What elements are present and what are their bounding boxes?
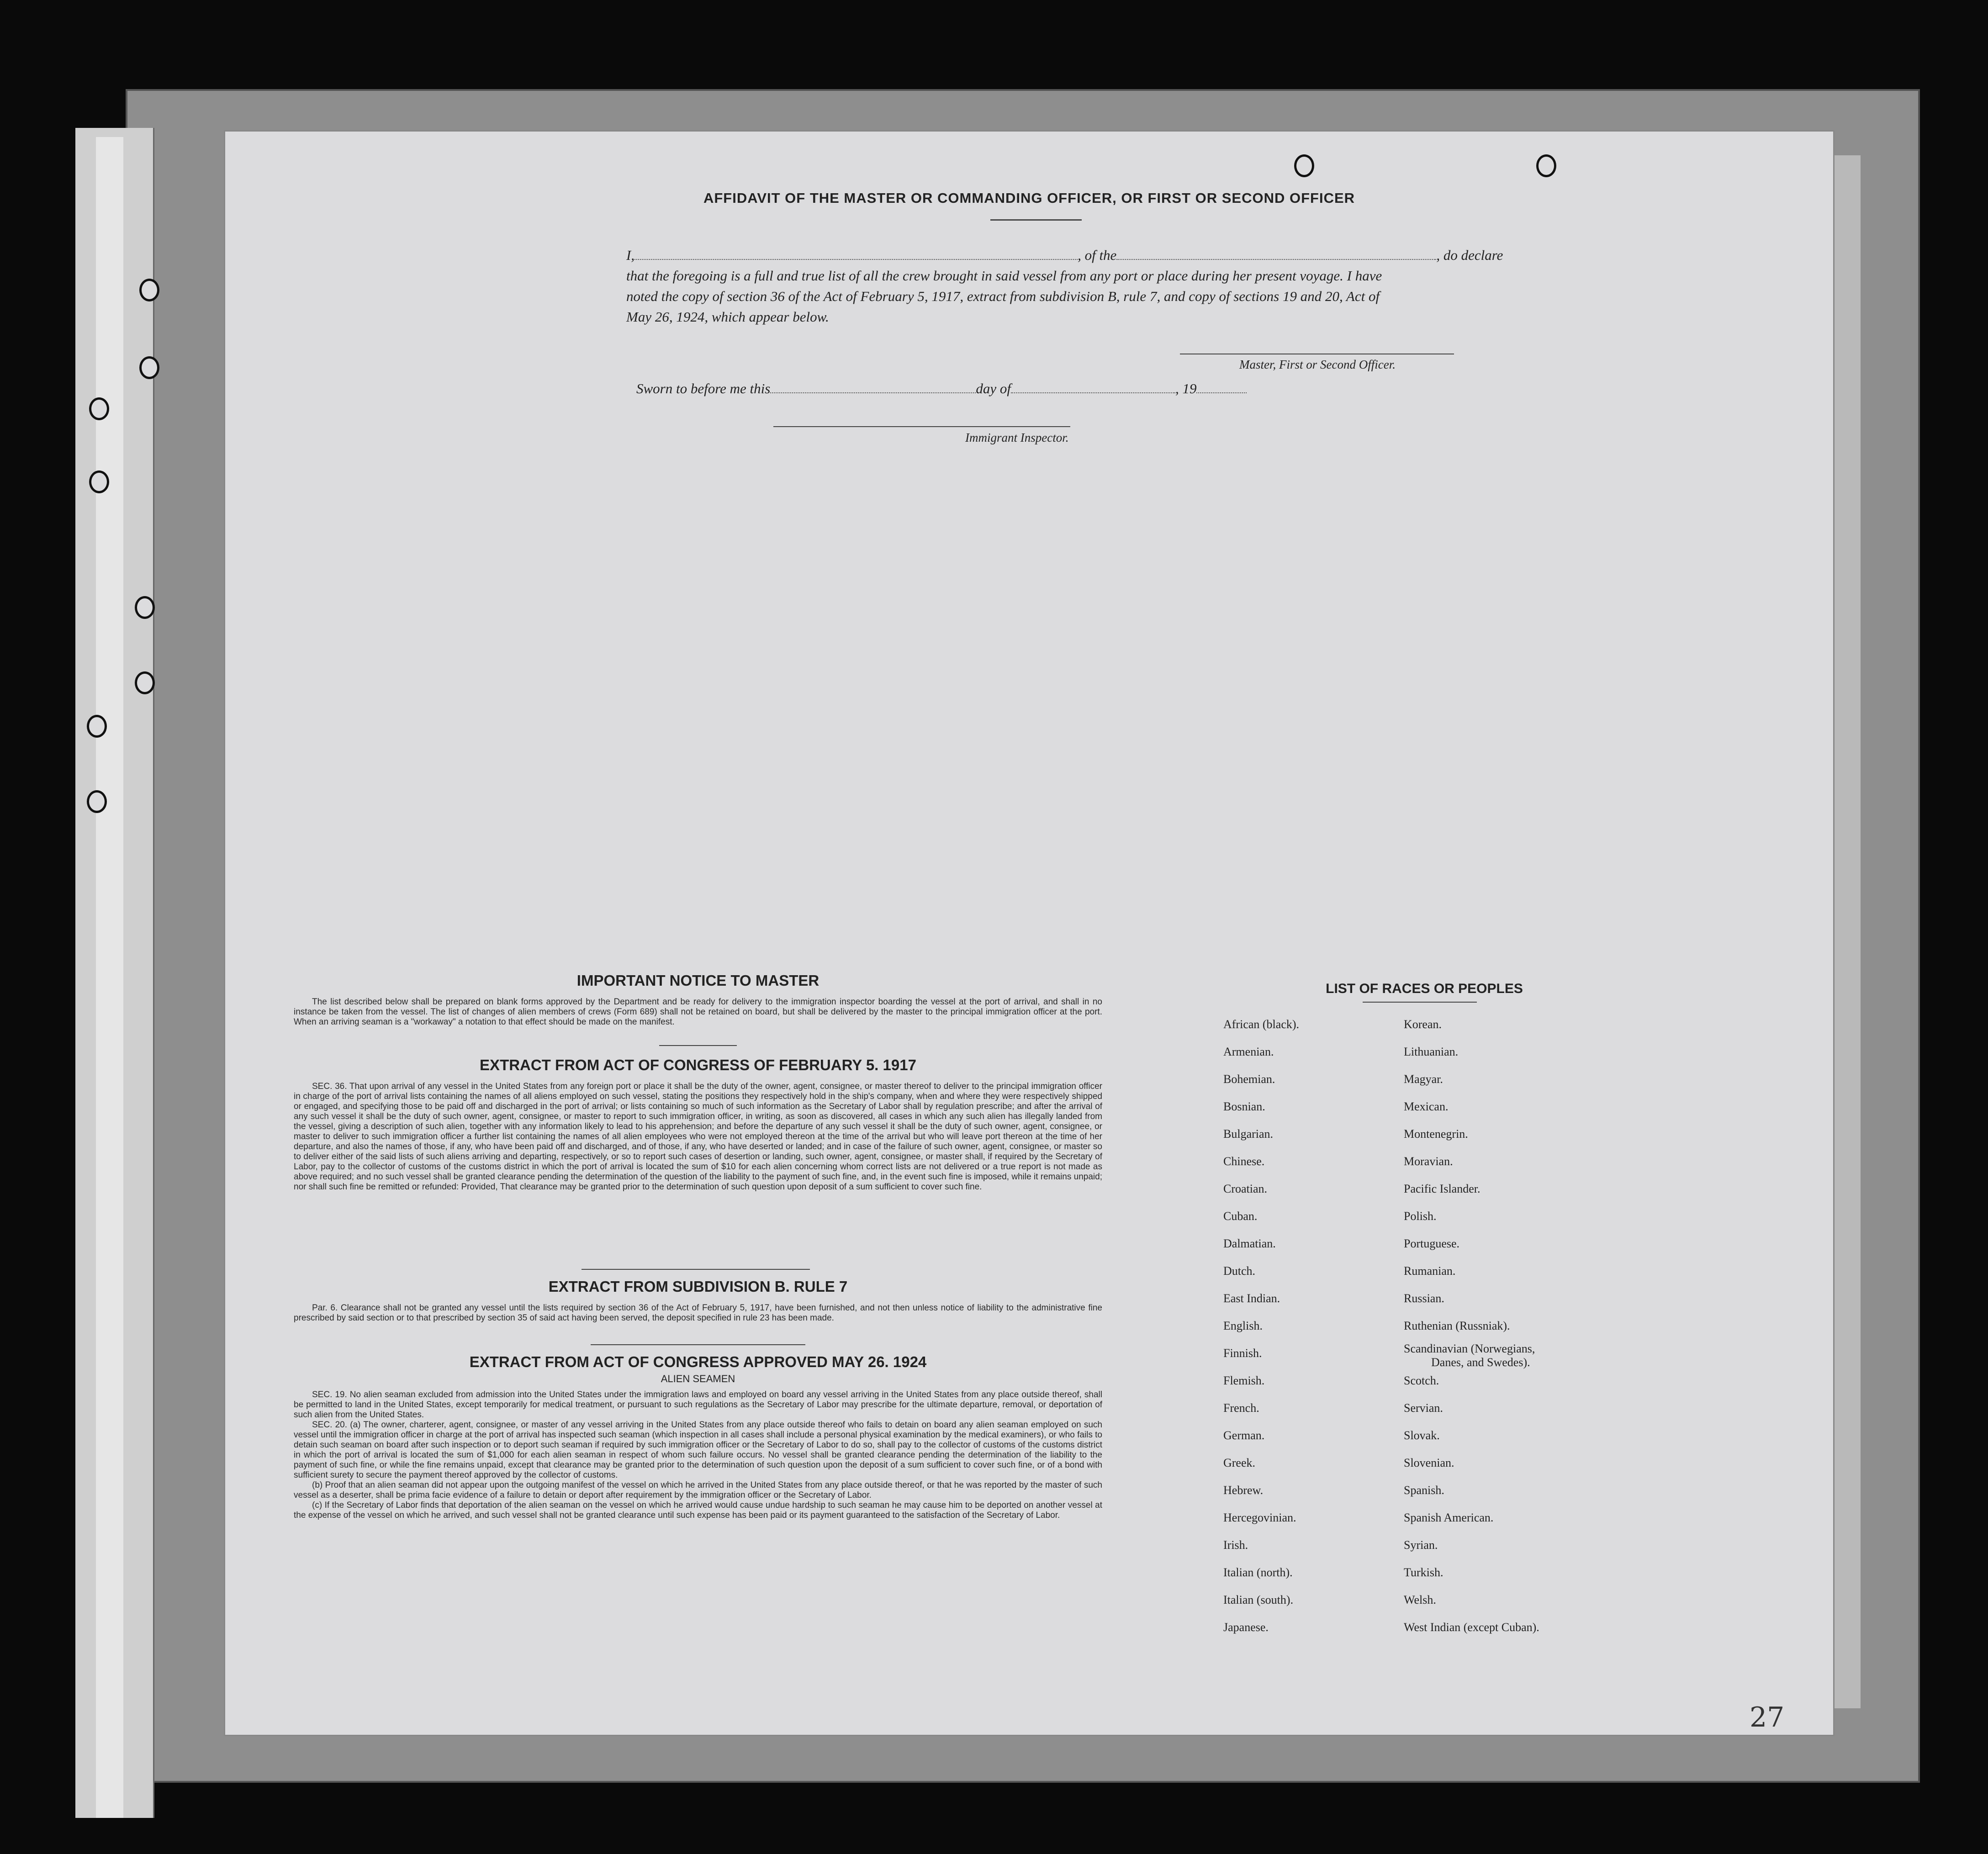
race-item: Spanish American.: [1404, 1511, 1494, 1524]
race-item: French.: [1223, 1401, 1259, 1415]
binding-strip-inner: [96, 137, 123, 1818]
race-item: Chinese.: [1223, 1155, 1265, 1168]
inspector-signature-caption: Immigrant Inspector.: [965, 431, 1069, 444]
page-number-handwritten: 27: [1750, 1701, 1785, 1733]
race-item: Hercegovinian.: [1223, 1511, 1296, 1524]
race-item: Italian (north).: [1223, 1566, 1293, 1579]
race-item: West Indian (except Cuban).: [1404, 1621, 1539, 1634]
vessel-blank[interactable]: [1116, 259, 1436, 260]
binding-hole: [89, 397, 109, 420]
race-item: Lithuanian.: [1404, 1045, 1459, 1058]
extract-1924-title: EXTRACT FROM ACT OF CONGRESS APPROVED MAY 26. 1924: [469, 1353, 927, 1370]
sworn-day-of: day of: [976, 380, 1011, 396]
race-item: English.: [1223, 1319, 1263, 1332]
notice-title: IMPORTANT NOTICE TO MASTER: [576, 972, 820, 989]
race-item: Bulgarian.: [1223, 1127, 1274, 1141]
section-rule: [591, 1344, 805, 1345]
binding-hole: [139, 279, 159, 301]
race-item: Spanish.: [1404, 1484, 1444, 1497]
race-item: Flemish.: [1223, 1374, 1265, 1387]
race-item: Finnish.: [1223, 1347, 1262, 1360]
race-item: Syrian.: [1404, 1538, 1438, 1552]
extract-1917-body: [294, 1082, 1102, 1192]
race-item: Rumanian.: [1404, 1264, 1456, 1278]
races-rule: [1363, 1002, 1477, 1003]
sworn-year-blank[interactable]: [1196, 392, 1247, 393]
affidavit-i: I,: [626, 247, 635, 263]
race-item: Korean.: [1404, 1018, 1442, 1031]
rule-7-title: EXTRACT FROM SUBDIVISION B. RULE 7: [548, 1278, 848, 1295]
affidavit-declare: , do declare: [1436, 247, 1503, 263]
form-sheet: [224, 130, 1835, 1736]
race-item: Danes, and Swedes).: [1431, 1356, 1530, 1369]
race-item: Polish.: [1404, 1210, 1437, 1223]
sec-20b-text: (b) Proof that an alien seaman did not appear upon the outgoing manifest of the vessel on which he arrived in the United States from any place outside thereof, or that he was reported by the master of such vessel as a deserter, shall be prima facie evidence of a failure to detain or deport after requirement by the immigration officer or the Secretary of Labor.: [294, 1480, 1102, 1500]
race-item: Portuguese.: [1404, 1237, 1460, 1250]
extract-1917-title: EXTRACT FROM ACT OF CONGRESS OF FEBRUARY 5. 1917: [480, 1056, 916, 1073]
race-item: Pacific Islander.: [1404, 1182, 1480, 1195]
name-blank[interactable]: [634, 259, 1078, 260]
race-item: Magyar.: [1404, 1072, 1443, 1086]
sworn-day-blank[interactable]: [770, 392, 976, 393]
race-item: Dalmatian.: [1223, 1237, 1276, 1250]
race-item: East Indian.: [1223, 1292, 1280, 1305]
binding-hole: [89, 470, 109, 493]
master-signature-caption: Master, First or Second Officer.: [1239, 358, 1396, 371]
race-item: Hebrew.: [1223, 1484, 1264, 1497]
races-title: LIST OF RACES OR PEOPLES: [1326, 981, 1523, 996]
affidavit-line-4: May 26, 1924, which appear below.: [626, 309, 829, 325]
race-item: Dutch.: [1223, 1264, 1256, 1278]
affidavit-line-2: that the foregoing is a full and true list of all the crew brought in said vessel from any port or place during her present voyage. I have: [626, 268, 1382, 284]
extract-1924-body: [294, 1390, 1102, 1521]
sec-20a-text: SEC. 20. (a) The owner, charterer, agent, consignee, or master of any vessel arriving in the United States from any place outside thereof who fails to detain on board any alien seaman employed on such vessel until the immigration officer in charge at the port of arrival has inspected such seaman (which inspection in all cases shall include a personal physical examination by the medical examiners), or who fails to detain such seaman on board after such inspection or to deport such seaman if required by such immigration officer or the Secretary of Labor to do so, shall pay to the collector of customs of the customs district in which the port of arrival is located the sum of $1,000 for each alien seaman in respect of whom such failure occurs. No vessel shall be granted clearance pending the determination of the liability to the payment of such fine, or while the fine remains unpaid, except that clearance may be granted prior to the determination of such question upon the deposit of a sum sufficient to cover such fine, or of a bond with sufficient surety to secure the payment thereof approved by the collector of customs.: [294, 1420, 1102, 1480]
race-item: Irish.: [1223, 1538, 1248, 1552]
race-item: Servian.: [1404, 1401, 1443, 1415]
race-item: Mexican.: [1404, 1100, 1449, 1113]
section-rule: [659, 1045, 737, 1046]
race-item: African (black).: [1223, 1018, 1300, 1031]
sworn-line: [636, 380, 1247, 397]
race-item: Croatian.: [1223, 1182, 1268, 1195]
alien-seamen-subtitle: ALIEN SEAMEN: [661, 1373, 735, 1384]
rule-7-body: [294, 1303, 1102, 1323]
section-rule: [582, 1269, 810, 1270]
race-item: Welsh.: [1404, 1593, 1436, 1606]
race-item: Bosnian.: [1223, 1100, 1265, 1113]
race-item: Italian (south).: [1223, 1593, 1294, 1606]
race-item: Cuban.: [1223, 1210, 1258, 1223]
notice-body: [294, 997, 1102, 1027]
sworn-year: , 19: [1175, 380, 1197, 396]
race-item: Ruthenian (Russniak).: [1404, 1319, 1510, 1332]
affidavit-of-the: , of the: [1078, 247, 1117, 263]
binding-hole: [135, 596, 155, 619]
affidavit-line-3: noted the copy of section 36 of the Act of February 5, 1917, extract from subdivision B, rule 7, and copy of sections 19 and 20, Act of: [626, 288, 1380, 304]
race-item: Scandinavian (Norwegians,: [1404, 1342, 1535, 1355]
sec-36-text: SEC. 36. That upon arrival of any vessel in the United States from any foreign port or place it shall be the duty of the owner, agent, consignee, or master thereof to deliver to the principal immigration officer in charge of the port of arrival lists containing the names of all aliens employed on such vessel, stating the positions they respectively hold in the ship's company, when and where they were respectively shipped or engaged, and specifying those to be paid off and discharged in the port of arrival; or lists containing so much of such information as the Secretary of Labor shall by regulation prescribe; and after the arrival of any such vessel it shall be the duty of such owner, agent, consignee, or master to report to such immigration officer, in writing, as soon as discovered, all cases in which any such alien has illegally landed from the vessel, giving a description of such alien, together with any information likely to lead to his apprehension; and before the departure of any such vessel it shall be the duty of such owner, agent, consignee, or master to deliver to such immigration officer a further list containing the names of all alien employees who were not employed thereon at the time of the arrival but who will leave port thereon at the time of her departure, and also the names of those, if any, who have been paid off and discharged, and of those, if any, who have deserted or landed; and in case of the failure of such owner, agent, consignee, or master so to deliver either of the said lists of such aliens arriving and departing, respectively, or so to report such cases of desertion or landing, such owner, agent, consignee, or master shall, if required by the Secretary of Labor, pay to the collector of customs of the customs district in which the port of arrival is located the sum of $10 for each alien concerning whom correct lists are not delivered or a true report is not made as above required; and no such vessel shall be granted clearance pending the determination of the question of the liability to the payment of such fine, and, in the event such fine is imposed, while it remains unpaid; nor shall such fine be remitted or refunded: Provided, That clearance may be granted prior to the determination of such question upon deposit of a sum sufficient to cover such fine.: [294, 1082, 1102, 1192]
affidavit-title: AFFIDAVIT OF THE MASTER OR COMMANDING OFFICER, OR FIRST OR SECOND OFFICER: [703, 190, 1355, 206]
par-6-text: Par. 6. Clearance shall not be granted any vessel until the lists required by section 36 of the Act of February 5, 1917, have been furnished, and not then unless notice of liability to the administrative fine prescribed by said section or to that prescribed by section 35 of said act having been served, the deposit specified in rule 23 has been made.: [294, 1303, 1102, 1323]
race-item: Slovak.: [1404, 1429, 1440, 1442]
race-item: Moravian.: [1404, 1155, 1453, 1168]
binding-hole: [1294, 154, 1314, 177]
race-item: Russian.: [1404, 1292, 1444, 1305]
race-item: German.: [1223, 1429, 1265, 1442]
race-item: Scotch.: [1404, 1374, 1439, 1387]
race-item: Slovenian.: [1404, 1456, 1454, 1469]
binding-hole: [135, 671, 155, 694]
race-item: Bohemian.: [1223, 1072, 1275, 1086]
sec-19-text: SEC. 19. No alien seaman excluded from admission into the United States under the immigration laws and employed on board any vessel arriving in the United States from any place outside thereof, shall be permitted to land in the United States, except temporarily for medical treatment, or pursuant to such regulations as the Secretary of Labor may prescribe for the ultimate departure, removal, or deportation of such alien from the United States.: [294, 1390, 1102, 1420]
race-item: Greek.: [1223, 1456, 1256, 1469]
sworn-text: Sworn to before me this: [636, 380, 771, 396]
race-item: Japanese.: [1223, 1621, 1269, 1634]
sec-20c-text: (c) If the Secretary of Labor finds that deportation of the alien seaman on the vessel on which he arrived would cause undue hardship to such seaman he may cause him to be deported on another vessel at the expense of the vessel on which he arrived, and such vessel shall not be granted clearance until such expense has been paid or its payment guaranteed to the satisfaction of the Secretary of Labor.: [294, 1500, 1102, 1520]
sworn-month-blank[interactable]: [1011, 392, 1175, 393]
title-rule: [990, 219, 1082, 221]
race-item: Montenegrin.: [1404, 1127, 1468, 1141]
binding-hole: [1536, 154, 1556, 177]
affidavit-line-1: [626, 247, 1503, 264]
inspector-signature-line[interactable]: [773, 426, 1070, 427]
binding-hole: [87, 790, 107, 813]
race-item: Turkish.: [1404, 1566, 1443, 1579]
race-item: Armenian.: [1223, 1045, 1274, 1058]
binding-hole: [87, 715, 107, 738]
binding-hole: [139, 356, 159, 379]
notice-text: The list described below shall be prepared on blank forms approved by the Department and be ready for delivery to the immigration inspector boarding the vessel at the port of arrival, and shall in no instance be taken from the vessel. The list of changes of alien members of crews (Form 689) shall not be retained on board, but shall be delivered by the master to the principal immigration officer at the port. When an arriving seaman is a "workaway" a notation to that effect should be made on the manifest.: [294, 997, 1102, 1027]
